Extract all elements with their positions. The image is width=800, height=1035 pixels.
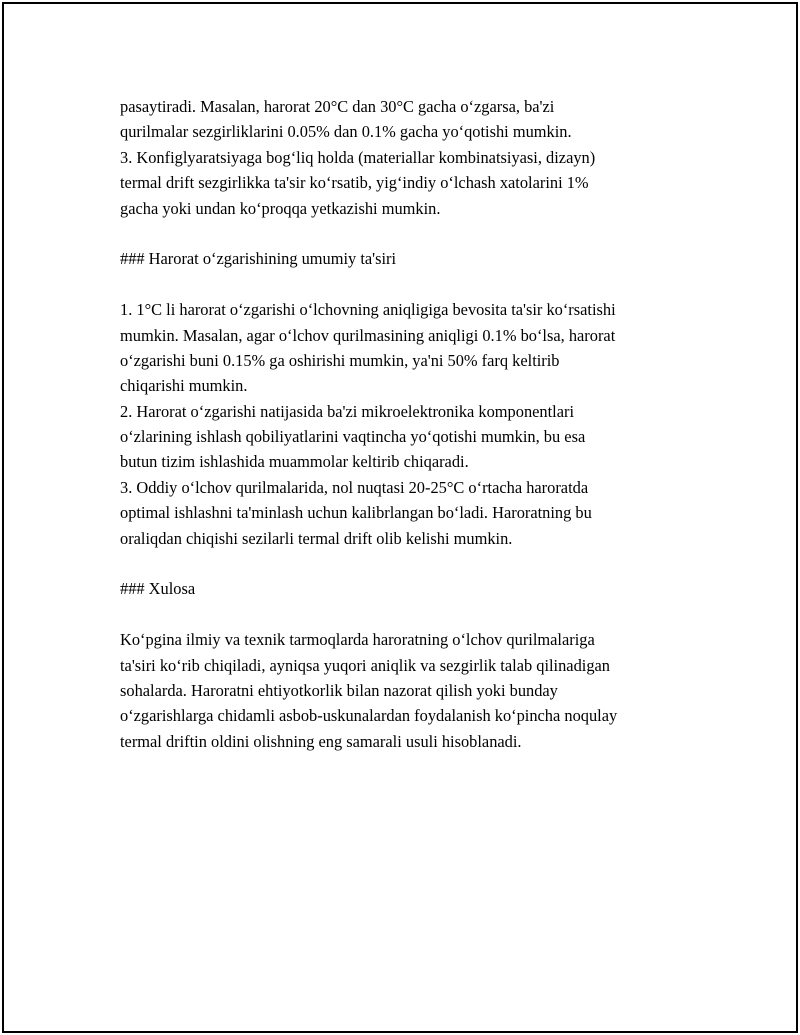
text-line: termal driftin oldini olishning eng samarali usuli hisoblanadi. [120, 731, 522, 751]
text-line: o‘zgarishlarga chidamli asbob-uskunalardan foydalanish ko‘pincha noqulay [120, 706, 618, 726]
paragraph-block-2 [120, 297, 690, 551]
text-line: o‘zlarining ishlash qobiliyatlarini vaqtincha yo‘qotishi mumkin, bu esa [120, 427, 586, 447]
text-line: sohalarda. Haroratni ehtiyotkorlik bilan nazorat qilish yoki bunday [120, 680, 558, 700]
text-line: qurilmalar sezgirliklarini 0.05% dan 0.1% gacha yo‘qotishi mumkin. [120, 122, 572, 142]
paragraph-block-1 [120, 94, 690, 221]
text-line: 3. Konfiglyaratsiyaga bog‘liq holda (materiallar kombinatsiyasi, dizayn) [120, 147, 596, 167]
text-line: 2. Harorat o‘zgarishi natijasida ba'zi mikroelektronika komponentlari [120, 401, 574, 421]
text-line: o‘zgarishi buni 0.15% ga oshirishi mumkin, ya'ni 50% farq keltirib [120, 350, 560, 370]
text-line: Ko‘pgina ilmiy va texnik tarmoqlarda haroratning o‘lchov qurilmalariga [120, 630, 595, 650]
blank-line [120, 602, 690, 627]
document-body [120, 94, 690, 754]
blank-line [120, 551, 690, 576]
text-line: 1. 1°C li harorat o‘zgarishi o‘lchovning aniqligiga bevosita ta'sir ko‘rsatishi [120, 300, 616, 320]
section-heading-xulosa: ### Xulosa [120, 579, 196, 599]
text-line: gacha yoki undan ko‘proqqa yetkazishi mumkin. [120, 198, 441, 218]
document-page [2, 2, 798, 1033]
text-line: pasaytiradi. Masalan, harorat 20°C dan 30°C gacha o‘zgarsa, ba'zi [120, 97, 555, 116]
section-heading-harorat: ### Harorat o‘zgarishining umumiy ta'siri [120, 249, 397, 269]
text-line: mumkin. Masalan, agar o‘lchov qurilmasining aniqligi 0.1% bo‘lsa, harorat [120, 325, 616, 345]
text-line: oraliqdan chiqishi sezilarli termal drift olib kelishi mumkin. [120, 528, 513, 548]
text-line: ta'siri ko‘rib chiqiladi, ayniqsa yuqori aniqlik va sezgirlik talab qilinadigan [120, 655, 610, 675]
blank-line [120, 272, 690, 297]
text-line: chiqarishi mumkin. [120, 376, 248, 396]
blank-line [120, 221, 690, 246]
text-line: butun tizim ishlashida muammolar keltirib chiqaradi. [120, 452, 469, 472]
text-line: optimal ishlashni ta'minlash uchun kalibrlangan bo‘ladi. Haroratning bu [120, 503, 592, 523]
paragraph-block-3 [120, 627, 690, 754]
text-line: 3. Oddiy o‘lchov qurilmalarida, nol nuqtasi 20-25°C o‘rtacha haroratda [120, 477, 589, 497]
text-line: termal drift sezgirlikka ta'sir ko‘rsatib, yig‘indiy o‘lchash xatolarini 1% [120, 173, 589, 193]
